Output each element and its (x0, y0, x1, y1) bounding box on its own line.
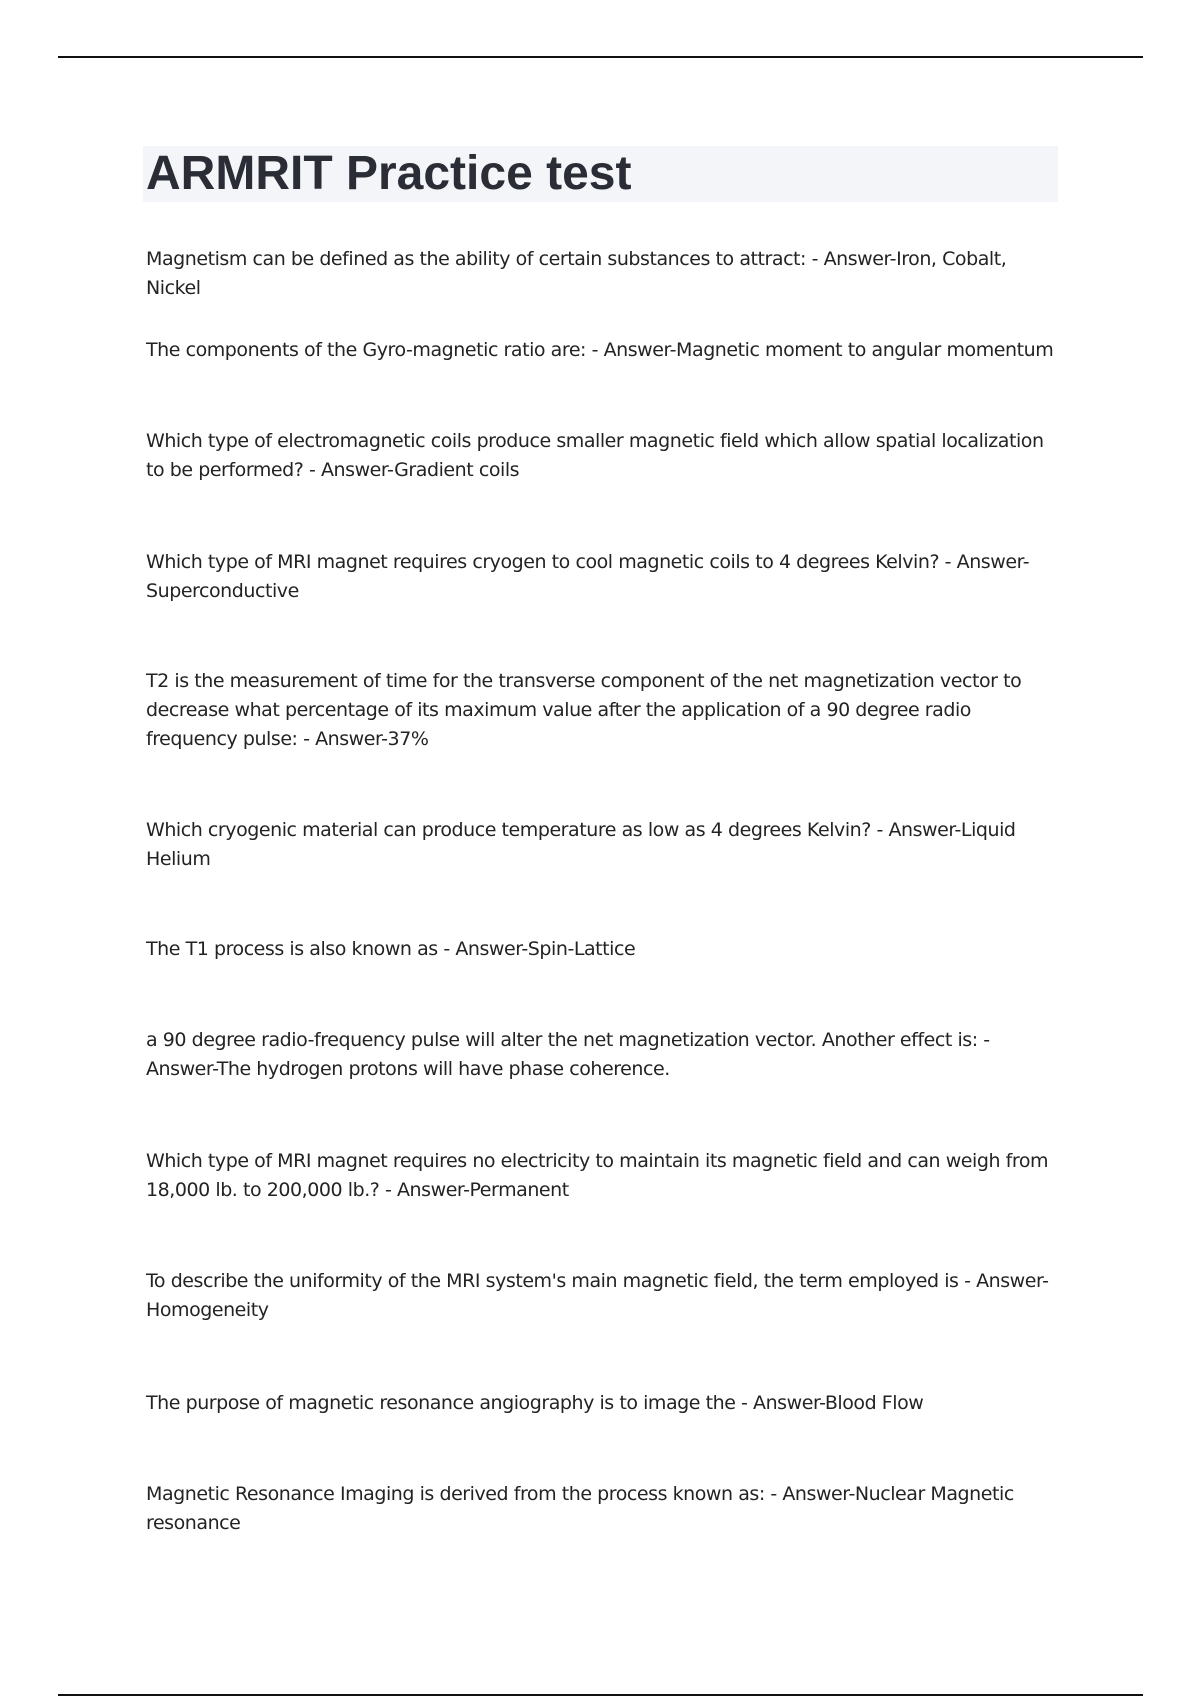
qa-item: a 90 degree radio-frequency pulse will alter the net magnetization vector. Another effect is: - Answer-The hydrogen protons will have phase coherence. (146, 1029, 990, 1080)
qa-item: Which type of electromagnetic coils produce smaller magnetic field which allow spatial localization to be performed? - Answer-Gradient coils (146, 430, 1044, 481)
qa-item: The components of the Gyro-magnetic ratio are: - Answer-Magnetic moment to angular momentum (146, 339, 1054, 361)
qa-item: Magnetism can be defined as the ability of certain substances to attract: - Answer-Iron, Cobalt, Nickel (146, 248, 1007, 299)
qa-item: T2 is the measurement of time for the transverse component of the net magnetization vector to decrease what percentage of its maximum value after the application of a 90 degree radio frequency pulse: - Answer-37% (146, 670, 1022, 750)
qa-item: Which type of MRI magnet requires cryogen to cool magnetic coils to 4 degrees Kelvin? - Answer-Superconductive (146, 551, 1030, 602)
qa-item: To describe the uniformity of the MRI system's main magnetic field, the term employed is - Answer-Homogeneity (146, 1270, 1049, 1321)
qa-item: The T1 process is also known as - Answer-Spin-Lattice (146, 938, 636, 960)
qa-item: Magnetic Resonance Imaging is derived from the process known as: - Answer-Nuclear Magnetic resonance (146, 1483, 1014, 1534)
page-title: ARMRIT Practice test (146, 147, 632, 200)
qa-item: Which cryogenic material can produce temperature as low as 4 degrees Kelvin? - Answer-Liquid Helium (146, 819, 1016, 870)
qa-item: Which type of MRI magnet requires no electricity to maintain its magnetic field and can weigh from 18,000 lb. to 200,000 lb.? - Answer-Permanent (146, 1150, 1049, 1201)
qa-item: The purpose of magnetic resonance angiography is to image the - Answer-Blood Flow (146, 1392, 924, 1414)
top-rule (58, 56, 1143, 58)
bottom-rule (58, 1694, 1143, 1696)
